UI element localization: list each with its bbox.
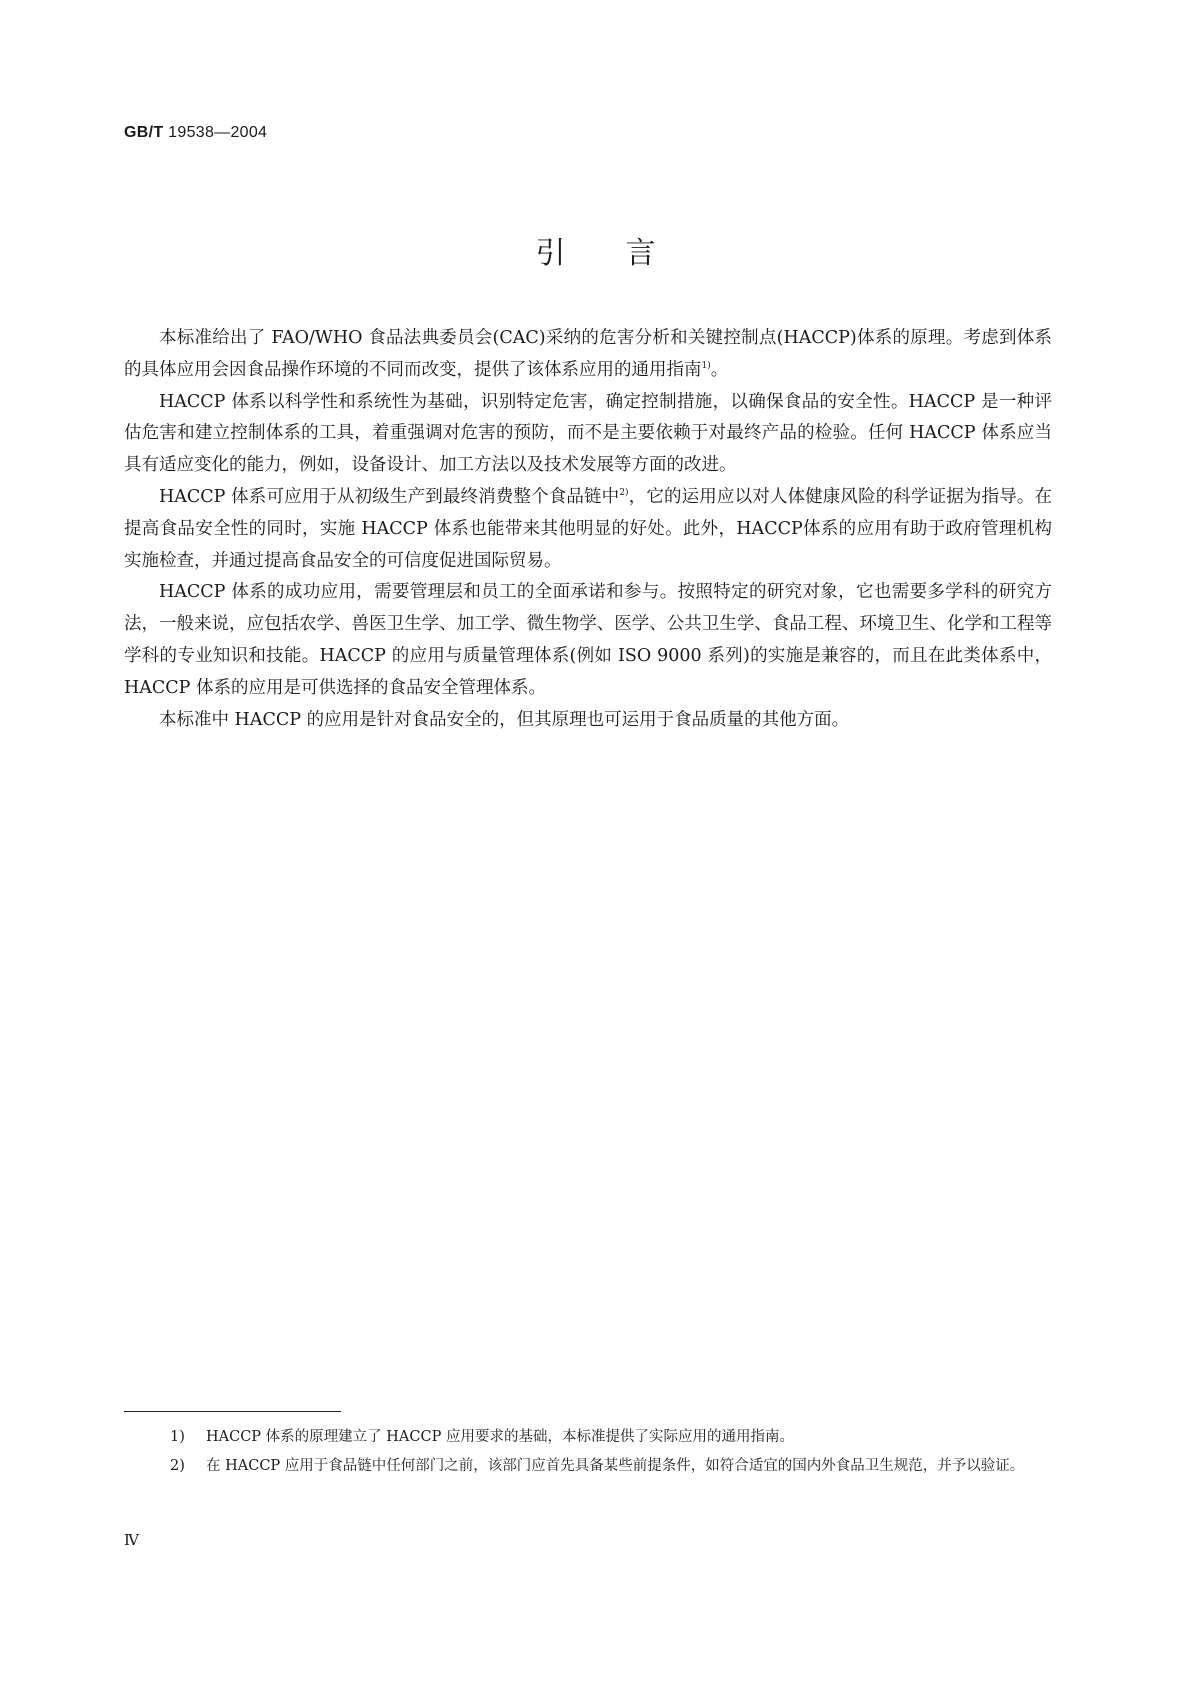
- introduction-body: [124, 323, 1052, 736]
- paragraph-1: 本标准给出了 FAO/WHO 食品法典委员会(CAC)采纳的危害分析和关键控制点(HACCP)体系的原理。考虑到体系的具体应用会因食品操作环境的不同而改变，提供了该体系应用的通用指南$^{1)}$。: [124, 328, 1052, 380]
- page-number: Ⅳ: [124, 1531, 139, 1549]
- footnote-ref-1: 1): [701, 360, 711, 371]
- paragraph-2: HACCP 体系以科学性和系统性为基础，识别特定危害，确定控制措施，以确保食品的安全性。HACCP 是一种评估危害和建立控制体系的工具，着重强调对危害的预防，而不是主要依赖于对最终产品的检验。任何 HACCP 体系应当具有适应变化的能力，例如，设备设计、加工方法以及技术发展等方面的改进。: [124, 391, 1052, 476]
- page-title: 引言: [535, 236, 716, 271]
- footnote-divider: [124, 1411, 341, 1412]
- paragraph-4: HACCP 体系的成功应用，需要管理层和员工的全面承诺和参与。按照特定的研究对象，它也需要多学科的研究方法，一般来说，应包括农学、兽医卫生学、加工学、微生物学、医学、公共卫生学、食品工程、环境卫生、化学和工程等学科的专业知识和技能。HACCP 的应用与质量管理体系(例如 ISO 9000 系列)的实施是兼容的，而且在此类体系中，HACCP 体系的应用是可供选择的食品安全管理体系。: [124, 582, 1052, 698]
- standard-number: 19538—2004: [168, 124, 268, 141]
- paragraph-3: HACCP 体系可应用于从初级生产到最终消费整个食品链中$^{2)}$，它的运用应以对人体健康风险的科学证据为指导。在提高食品安全性的同时，实施 HACCP 体系也能带来其他明显的好处。此外，HACCP体系的应用有助于政府管理机构实施检查，并通过提高食品安全的可信度促进国际贸易。: [124, 486, 1052, 571]
- footnote-ref-2: 2): [619, 488, 629, 499]
- footnote-1: 1) HACCP 体系的原理建立了 HACCP 应用要求的基础，本标准提供了实际应用的通用指南。: [170, 1429, 794, 1445]
- standard-prefix: GB/T: [124, 124, 164, 141]
- footnote-2: 2) 在 HACCP 应用于食品链中任何部门之前，该部门应首先具备某些前提条件，如符合适宜的国内外食品卫生规范，并予以验证。: [170, 1458, 1025, 1474]
- footnotes: [124, 1423, 1052, 1481]
- paragraph-5: 本标准中 HACCP 的应用是针对食品安全的，但其原理也可运用于食品质量的其他方面。: [159, 709, 850, 730]
- standard-code: [124, 124, 267, 142]
